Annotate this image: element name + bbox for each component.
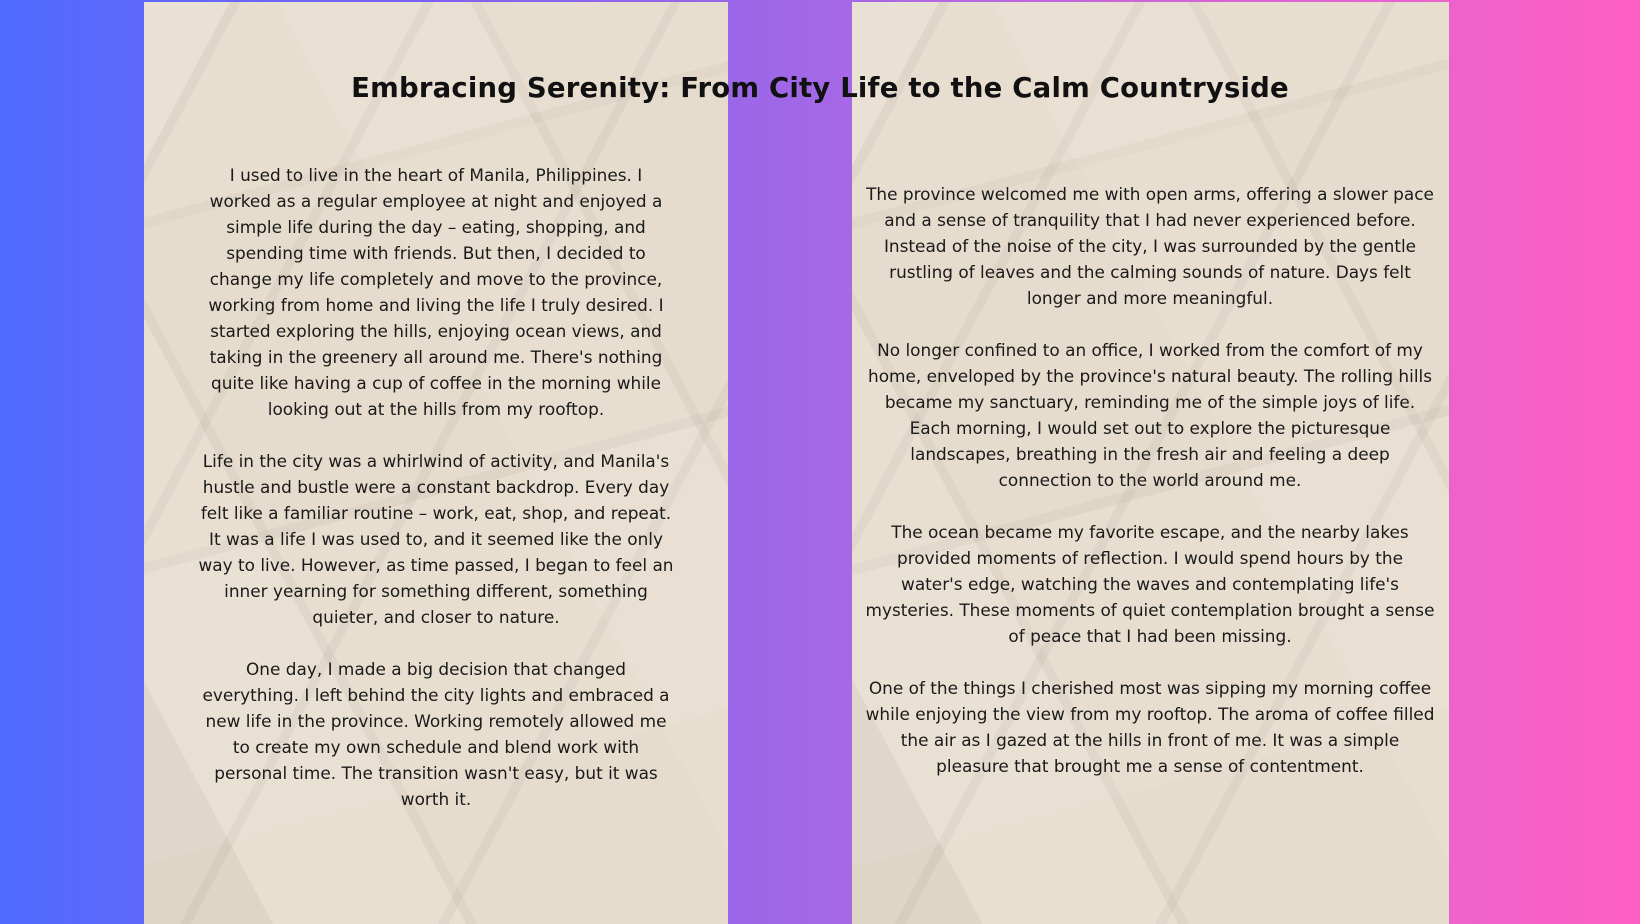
page-title: Embracing Serenity: From City Life to the Calm Countryside: [351, 72, 1289, 104]
paragraph: The ocean became my favorite escape, and the nearby lakes provided moments of reflection. I would spend hours by the water's edge, watching the waves and contemplating life's mysteries. These moments of quiet contemplation brought a sense of peace that I had been missing.: [865, 522, 1435, 646]
paragraph: One of the things I cherished most was sipping my morning coffee while enjoying the view from my rooftop. The aroma of coffee filled the air as I gazed at the hills in front of me. It was a simple pleasure that brought me a sense of contentment.: [865, 678, 1435, 776]
paragraph: Life in the city was a whirlwind of activity, and Manila's hustle and bustle were a constant backdrop. Every day felt like a familiar routine – work, eat, shop, and repeat. It was a life I was used to, and it seemed like the only way to live. However, as time passed, I began to feel an inner yearning for something different, something quieter, and closer to nature.: [198, 451, 674, 627]
paragraph: I used to live in the heart of Manila, Philippines. I worked as a regular employee at night and enjoyed a simple life during the day – eating, shopping, and spending time with friends. But then, I decided to change my life completely and move to the province, working from home and living the life I truly desired. I started exploring the hills, enjoying ocean views, and taking in the greenery all around me. There's nothing quite like having a cup of coffee in the morning while looking out at the hills from my rooftop.: [208, 165, 664, 419]
paragraph: One day, I made a big decision that changed everything. I left behind the city lights and embraced a new life in the province. Working remotely allowed me to create my own schedule and blend work with personal time. The transition wasn't easy, but it was worth it.: [202, 659, 670, 809]
paragraph: No longer confined to an office, I worked from the comfort of my home, enveloped by the province's natural beauty. The rolling hills became my sanctuary, reminding me of the simple joys of life. Each morning, I would set out to explore the picturesque landscapes, breathing in the fresh air and feeling a deep connection to the world around me.: [867, 340, 1433, 490]
paragraph: The province welcomed me with open arms, offering a slower pace and a sense of tranquility that I had never experienced before. Instead of the noise of the city, I was surrounded by the gentle rustling of leaves and the calming sounds of nature. Days felt longer and more meaningful.: [866, 184, 1434, 308]
right-text-column: [864, 181, 1436, 805]
left-text-column: [198, 162, 674, 838]
